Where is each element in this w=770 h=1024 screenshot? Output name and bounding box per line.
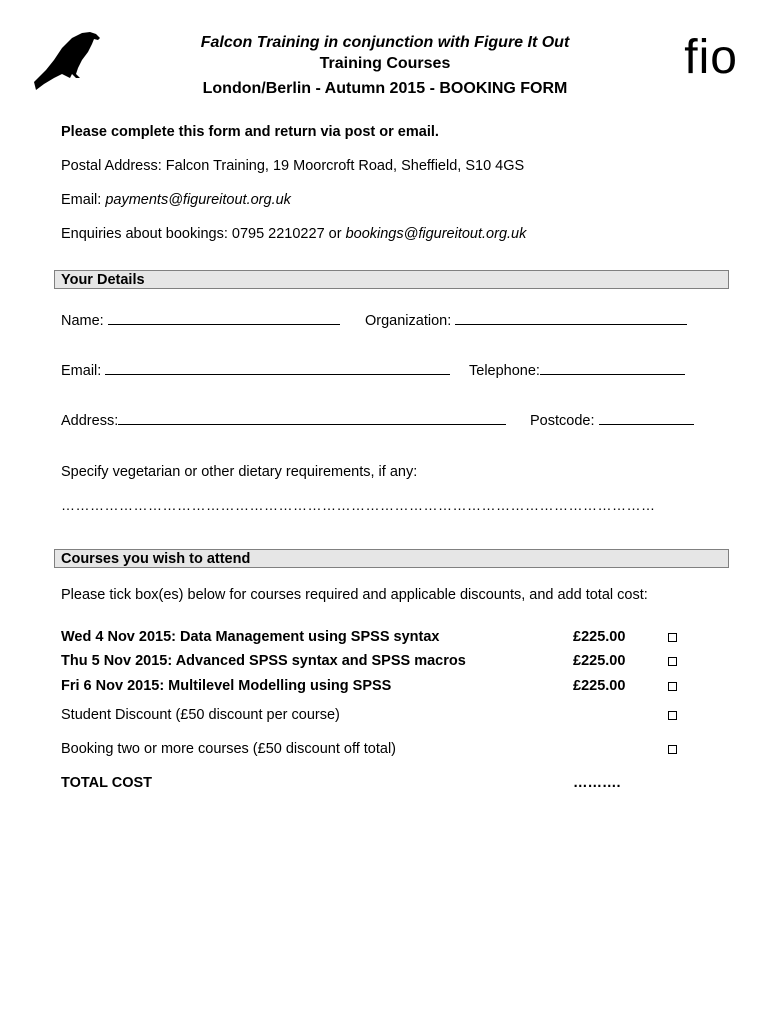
name-label: Name: (61, 313, 108, 329)
organization-input-line[interactable] (455, 324, 687, 325)
courses-heading: Courses you wish to attend (54, 549, 729, 568)
course-item-price: £225.00 (573, 629, 626, 645)
total-cost-value[interactable]: ………. (573, 775, 621, 791)
student-discount-label: Student Discount (£50 discount per course) (61, 707, 340, 723)
postcode-input-line[interactable] (599, 424, 694, 425)
total-cost-label: TOTAL COST (61, 775, 153, 791)
name-field[interactable] (61, 313, 340, 329)
address-field[interactable] (61, 413, 506, 429)
email-field[interactable] (61, 363, 450, 379)
dietary-input-dots[interactable]: …………………………………………………………………………………………………………… (61, 497, 656, 513)
student-discount-checkbox[interactable] (668, 711, 677, 720)
payments-email-link[interactable]: payments@figureitout.org.uk (105, 192, 291, 208)
courses-instruction: Please tick box(es) below for courses required and applicable discounts, and add total cost: (61, 587, 648, 603)
title-line-2: Training Courses (319, 55, 451, 72)
fio-logo: fio (684, 31, 738, 84)
course-1-checkbox[interactable] (668, 633, 677, 642)
title-line-3: London/Berlin - Autumn 2015 - BOOKING FORM (202, 80, 568, 97)
address-input-line[interactable] (118, 424, 506, 425)
postcode-field[interactable] (530, 413, 694, 429)
course-item-label: Fri 6 Nov 2015: Multilevel Modelling using SPSS (61, 678, 392, 694)
course-item-label: Wed 4 Nov 2015: Data Management using SPSS syntax (61, 629, 440, 645)
course-item-price: £225.00 (573, 653, 626, 669)
address-label: Address: (61, 413, 119, 429)
name-input-line[interactable] (108, 324, 340, 325)
multi-course-discount-label: Booking two or more courses (£50 discount off total) (61, 741, 397, 757)
falcon-logo-icon (32, 30, 102, 92)
organization-label: Organization: (365, 313, 456, 329)
postal-address: Postal Address: Falcon Training, 19 Moorcroft Road, Sheffield, S10 4GS (61, 158, 525, 174)
course-3-checkbox[interactable] (668, 682, 677, 691)
bookings-email-link[interactable]: bookings@figureitout.org.uk (345, 226, 527, 242)
course-item-price: £225.00 (573, 678, 626, 694)
telephone-label: Telephone: (469, 363, 540, 379)
enquiries-label: Enquiries about bookings: 0795 2210227 or (61, 226, 346, 242)
multi-course-discount-checkbox[interactable] (668, 745, 677, 754)
email-label: Email: (61, 192, 106, 208)
course-2-checkbox[interactable] (668, 657, 677, 666)
telephone-field[interactable] (469, 363, 685, 379)
title-line-1: Falcon Training in conjunction with Figure It Out (200, 34, 570, 51)
email-input-line[interactable] (105, 374, 450, 375)
enquiries-row (61, 226, 526, 242)
organization-field[interactable] (365, 313, 687, 329)
payments-email-row (61, 192, 291, 208)
telephone-input-line[interactable] (540, 374, 685, 375)
your-details-heading: Your Details (54, 270, 729, 289)
form-instruction: Please complete this form and return via post or email. (61, 124, 439, 140)
dietary-label: Specify vegetarian or other dietary requirements, if any: (61, 464, 418, 480)
course-item-label: Thu 5 Nov 2015: Advanced SPSS syntax and SPSS macros (61, 653, 466, 669)
email-field-label: Email: (61, 363, 106, 379)
postcode-label: Postcode: (530, 413, 599, 429)
